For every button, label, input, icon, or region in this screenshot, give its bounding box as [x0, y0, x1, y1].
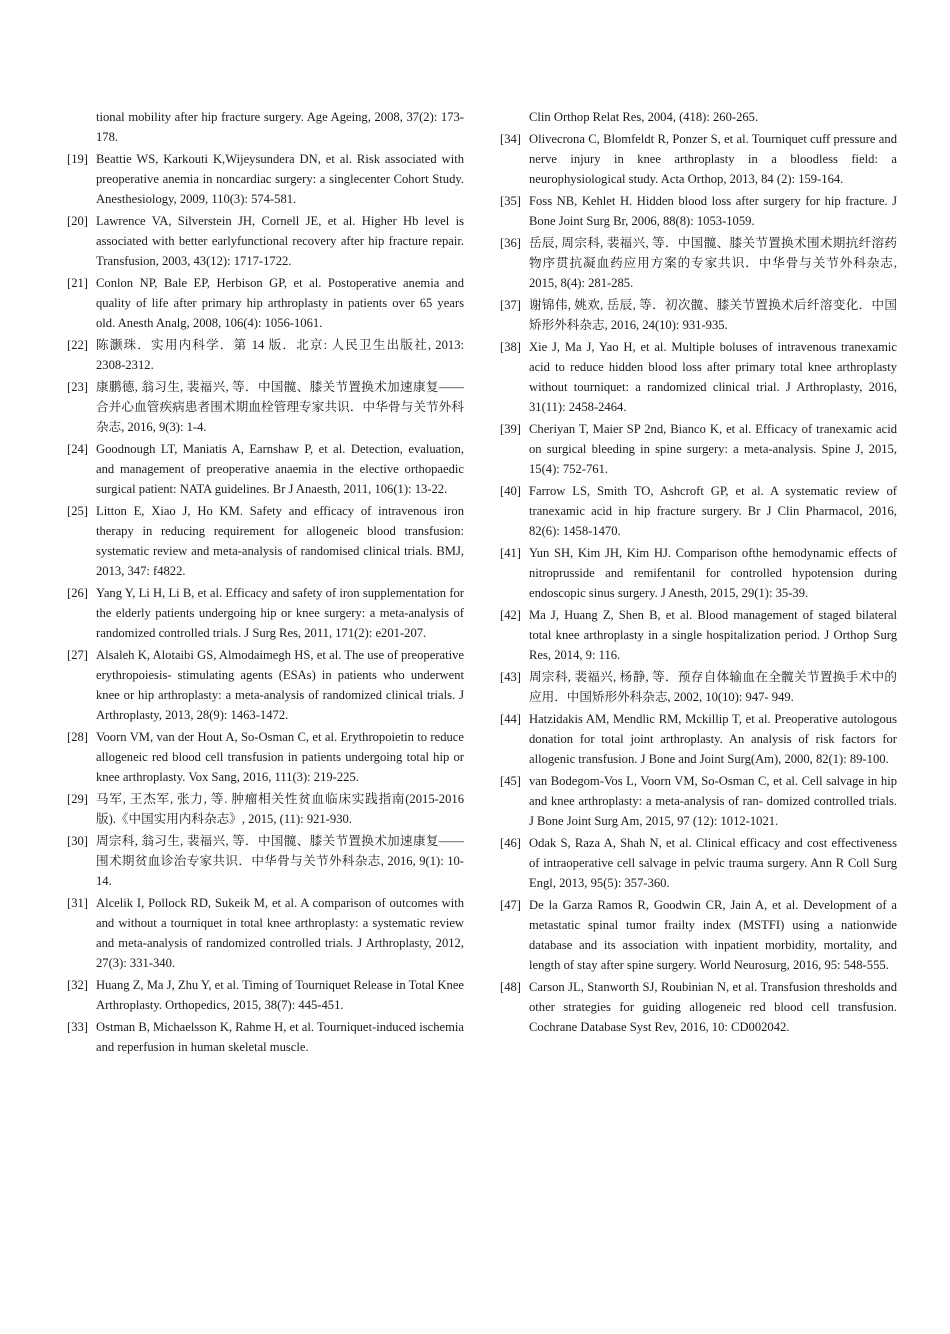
reference-text: 岳辰, 周宗科, 裴福兴, 等．中国髋、膝关节置换术围术期抗纤溶药物序贯抗凝血药应用方案的专家共识．中华骨与关节外科杂志, 2015, 8(4): 281-285.	[529, 236, 897, 290]
reference-number: [28]	[67, 730, 88, 744]
reference-text: 周宗科, 裴福兴, 杨静, 等．预存自体输血在全髋关节置换手术中的应用．中国矫形外科杂志, 2002, 10(10): 947- 949.	[529, 670, 897, 704]
reference-entry	[67, 273, 464, 333]
reference-number: [36]	[500, 236, 521, 250]
reference-number: [22]	[67, 338, 88, 352]
reference-text: Beattie WS, Karkouti K,Wijeysundera DN, et al. Risk associated with preoperative anemia in noncardiac surgery: a singlecenter Cohort Study. Anesthesiology, 2009, 110(3): 574-581.	[96, 152, 464, 206]
reference-number: [26]	[67, 586, 88, 600]
reference-text: Litton E, Xiao J, Ho KM. Safety and efficacy of intravenous iron therapy in reducing requirement for allogeneic blood transfusion: systematic review and meta-analysis of randomised clinical trials. BMJ, 2013, 347: f4822.	[96, 504, 464, 578]
reference-number: [23]	[67, 380, 88, 394]
reference-number: [24]	[67, 442, 88, 456]
reference-number: [31]	[67, 896, 88, 910]
reference-entry	[500, 337, 897, 417]
reference-text: 陈灏珠．实用内科学．第 14 版．北京: 人民卫生出版社, 2013: 2308-2312.	[96, 338, 464, 372]
reference-entry	[500, 709, 897, 769]
reference-entry	[67, 831, 464, 891]
reference-text: Alsaleh K, Alotaibi GS, Almodaimegh HS, et al. The use of preoperative erythropoiesis- stimulating agents (ESAs) in patients who underwent knee or hip arthroplasty: a meta-analysis of randomized clinical trials. J Arthroplasty, 2013, 28(9): 1463-1472.	[96, 648, 464, 722]
reference-entry	[500, 895, 897, 975]
reference-text: Ma J, Huang Z, Shen B, et al. Blood management of staged bilateral total knee arthroplasty in a single hospitalization period. J Orthop Surg Res, 2014, 9: 116.	[529, 608, 897, 662]
reference-entry	[67, 439, 464, 499]
reference-number: [46]	[500, 836, 521, 850]
reference-entry	[67, 211, 464, 271]
reference-number: [37]	[500, 298, 521, 312]
reference-text: tional mobility after hip fracture surgery. Age Ageing, 2008, 37(2): 173-178.	[96, 110, 464, 144]
reference-number: [38]	[500, 340, 521, 354]
reference-text: Cheriyan T, Maier SP 2nd, Bianco K, et al. Efficacy of tranexamic acid on surgical bleeding in spine surgery: a meta-analysis. Spine J, 2015, 15(4): 752-761.	[529, 422, 897, 476]
reference-entry	[67, 727, 464, 787]
reference-entry	[500, 233, 897, 293]
reference-number: [41]	[500, 546, 521, 560]
reference-text: Olivecrona C, Blomfeldt R, Ponzer S, et al. Tourniquet cuff pressure and nerve injury in knee arthroplasty in a bloodless field: a neurophysiological study. Acta Orthop, 2013, 84 (2): 159-164.	[529, 132, 897, 186]
reference-entry	[500, 107, 897, 127]
reference-text: Foss NB, Kehlet H. Hidden blood loss after surgery for hip fracture. J Bone Joint Surg Br, 2006, 88(8): 1053-1059.	[529, 194, 897, 228]
reference-text: Voorn VM, van der Hout A, So-Osman C, et al. Erythropoietin to reduce allogeneic red blood cell transfusion in patients undergoing total hip or knee arthroplasty. Vox Sang, 2016, 111(3): 219-225.	[96, 730, 464, 784]
reference-text: Carson JL, Stanworth SJ, Roubinian N, et al. Transfusion thresholds and other strategies for guiding allogeneic red blood cell transfusion. Cochrane Database Syst Rev, 2016, 10: CD002042.	[529, 980, 897, 1034]
right-column	[500, 107, 897, 1039]
reference-entry	[500, 295, 897, 335]
reference-entry	[67, 1017, 464, 1057]
reference-entry	[500, 419, 897, 479]
reference-entry	[500, 667, 897, 707]
reference-text: Yun SH, Kim JH, Kim HJ. Comparison ofthe hemodynamic effects of nitroprusside and remifentanil for controlled hypotension during endoscopic sinus surgery. J Anesth, 2015, 29(1): 35-39.	[529, 546, 897, 600]
reference-text: Goodnough LT, Maniatis A, Earnshaw P, et al. Detection, evaluation, and management of preoperative anaemia in the elective orthopaedic surgical patient: NATA guidelines. Br J Anaesth, 2011, 106(1): 13-22.	[96, 442, 464, 496]
reference-text: Xie J, Ma J, Yao H, et al. Multiple boluses of intravenous tranexamic acid to reduce hidden blood loss after primary total knee arthroplasty without tourniquet: a randomized clinical trial. J Arthroplasty, 2016, 31(11): 2458-2464.	[529, 340, 897, 414]
reference-number: [43]	[500, 670, 521, 684]
reference-number: [25]	[67, 504, 88, 518]
reference-entry	[67, 377, 464, 437]
reference-number: [33]	[67, 1020, 88, 1034]
reference-text: De la Garza Ramos R, Goodwin CR, Jain A, et al. Development of a metastatic spinal tumor frailty index (MSTFI) using a nationwide database and its association with inpatient morbidity, mortality, and length of stay after spine surgery. World Neurosurg, 2016, 95: 548-555.	[529, 898, 897, 972]
reference-number: [44]	[500, 712, 521, 726]
reference-text: 康鹏德, 翁习生, 裴福兴, 等．中国髋、膝关节置换术加速康复——合并心血管疾病患者围术期血栓管理专家共识．中华骨与关节外科杂志, 2016, 9(3): 1-4.	[96, 380, 464, 434]
reference-text: Alcelik I, Pollock RD, Sukeik M, et al. A comparison of outcomes with and without a tourniquet in total knee arthroplasty: a systematic review and meta-analysis of randomized controlled trials. J Arthroplasty, 2012, 27(3): 331-340.	[96, 896, 464, 970]
reference-text: Yang Y, Li H, Li B, et al. Efficacy and safety of iron supplementation for the elderly patients undergoing hip or knee surgery: a meta-analysis of randomized controlled trials. J Surg Res, 2011, 171(2): e201-207.	[96, 586, 464, 640]
reference-text: Odak S, Raza A, Shah N, et al. Clinical efficacy and cost effectiveness of intraoperative cell salvage in pelvic trauma surgery. Ann R Coll Surg Engl, 2013, 95(5): 357-360.	[529, 836, 897, 890]
reference-number: [20]	[67, 214, 88, 228]
reference-text: Conlon NP, Bale EP, Herbison GP, et al. Postoperative anemia and quality of life after primary hip arthroplasty in patients over 65 years old. Anesth Analg, 2008, 106(4): 1056-1061.	[96, 276, 464, 330]
reference-entry	[500, 191, 897, 231]
reference-number: [40]	[500, 484, 521, 498]
reference-text: 马军, 王杰军, 张力, 等. 肿瘤相关性贫血临床实践指南(2015-2016版).《中国实用内科杂志》, 2015, (11): 921-930.	[96, 792, 464, 826]
reference-number: [27]	[67, 648, 88, 662]
reference-entry	[500, 605, 897, 665]
reference-entry	[67, 583, 464, 643]
reference-entry	[500, 481, 897, 541]
reference-text: van Bodegom-Vos L, Voorn VM, So-Osman C, et al. Cell salvage in hip and knee arthroplasty: a meta-analysis of ran- domized controlled trials. J Bone Joint Surg Am, 2015, 97 (12): 1012-1021.	[529, 774, 897, 828]
reference-text: 谢锦伟, 姚欢, 岳辰, 等．初次髋、膝关节置换术后纤溶变化．中国矫形外科杂志, 2016, 24(10): 931-935.	[529, 298, 897, 332]
reference-text: Lawrence VA, Silverstein JH, Cornell JE, et al. Higher Hb level is associated with better earlyfunctional recovery after hip fracture repair. Transfusion, 2003, 43(12): 1717-1722.	[96, 214, 464, 268]
reference-text: Ostman B, Michaelsson K, Rahme H, et al. Tourniquet-induced ischemia and reperfusion in human skeletal muscle.	[96, 1020, 464, 1054]
reference-number: [47]	[500, 898, 521, 912]
reference-entry	[67, 335, 464, 375]
reference-entry	[500, 977, 897, 1037]
reference-number: [32]	[67, 978, 88, 992]
reference-number: [48]	[500, 980, 521, 994]
reference-text: Clin Orthop Relat Res, 2004, (418): 260-265.	[529, 110, 759, 124]
reference-number: [35]	[500, 194, 521, 208]
reference-number: [39]	[500, 422, 521, 436]
reference-number: [30]	[67, 834, 88, 848]
reference-entry	[67, 107, 464, 147]
reference-number: [34]	[500, 132, 521, 146]
reference-text: Hatzidakis AM, Mendlic RM, Mckillip T, et al. Preoperative autologous donation for total joint arthroplasty. An analysis of risk factors for allogenic transfusion. J Bone and Joint Surg(Am), 2000, 82(1): 89-100.	[529, 712, 897, 766]
reference-entry	[500, 833, 897, 893]
reference-entry	[500, 543, 897, 603]
reference-text: Huang Z, Ma J, Zhu Y, et al. Timing of Tourniquet Release in Total Knee Arthroplasty. Orthopedics, 2015, 38(7): 445-451.	[96, 978, 464, 1012]
left-column	[67, 107, 464, 1059]
reference-entry	[500, 129, 897, 189]
reference-number: [45]	[500, 774, 521, 788]
reference-number: [19]	[67, 152, 88, 166]
reference-number: [42]	[500, 608, 521, 622]
reference-entry	[500, 771, 897, 831]
reference-entry	[67, 645, 464, 725]
reference-number: [21]	[67, 276, 88, 290]
reference-entry	[67, 975, 464, 1015]
reference-entry	[67, 149, 464, 209]
reference-entry	[67, 501, 464, 581]
reference-text: 周宗科, 翁习生, 裴福兴, 等．中国髋、膝关节置换术加速康复——围术期贫血诊治专家共识．中华骨与关节外科杂志, 2016, 9(1): 10-14.	[96, 834, 464, 888]
reference-entry	[67, 893, 464, 973]
reference-entry	[67, 789, 464, 829]
reference-number: [29]	[67, 792, 88, 806]
reference-text: Farrow LS, Smith TO, Ashcroft GP, et al. A systematic review of tranexamic acid in hip fracture surgery. Br J Clin Pharmacol, 2016, 82(6): 1458-1470.	[529, 484, 897, 538]
